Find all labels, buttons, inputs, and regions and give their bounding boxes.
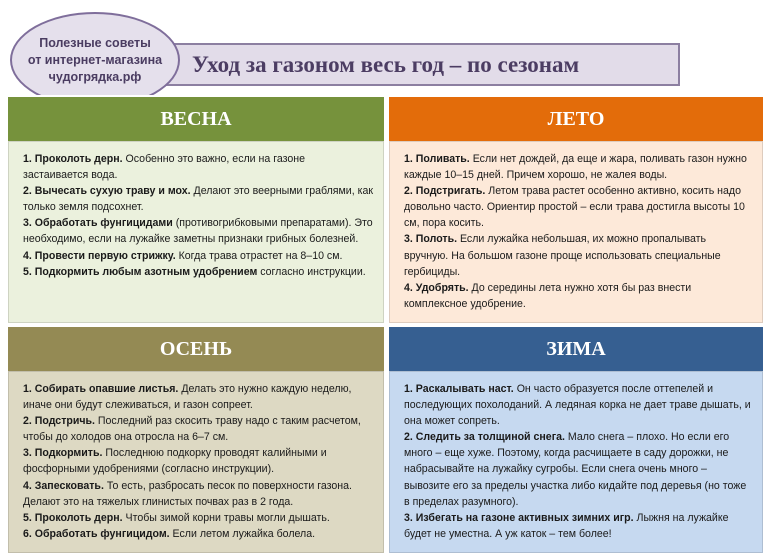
tip-heading: 5. Подкормить любым азотным удобрением — [23, 265, 258, 278]
tip-heading: 6. Обработать фунгицидом. — [23, 527, 170, 540]
tip-heading: 4. Удобрять. — [404, 281, 469, 294]
season-panel-spring — [6, 95, 386, 325]
tip-text: То есть, разбросать песок по поверхности газона. Делают это на тяжелых глинистых почвах раз в 2 года. — [23, 479, 352, 508]
tip-text: Чтобы зимой корни травы могли дышать. — [122, 511, 330, 524]
tip-item — [404, 381, 752, 429]
tip-heading: 1. Раскалывать наст. — [404, 383, 514, 395]
tip-text: Делают это веерными граблями, как только земля подсохнет. — [23, 185, 374, 214]
tip-heading: 3. Полоть. — [404, 233, 458, 246]
tip-heading: 3. Подкормить. — [23, 447, 103, 460]
tip-heading: 2. Подстригать. — [404, 185, 486, 198]
page-title: Уход за газоном весь год – по сезонам — [192, 52, 580, 77]
season-title: ВЕСНА — [8, 97, 384, 141]
season-panel-winter — [387, 325, 765, 555]
tip-text: Делать это нужно каждую неделю, иначе они будут слеживаться, и газон сопреет. — [23, 383, 352, 412]
tip-heading: 2. Следить за толщиной снега. — [404, 431, 565, 444]
tip-item — [23, 264, 373, 280]
tip-text: Если летом лужайка болела. — [169, 527, 316, 540]
season-title: ЛЕТО — [389, 97, 763, 141]
tip-text: Когда трава отрастет на 8–10 см. — [175, 249, 343, 262]
tip-item — [23, 215, 373, 247]
season-panel-summer — [387, 95, 765, 325]
season-tips — [389, 371, 763, 553]
tip-heading: 1. Поливать. — [404, 153, 470, 165]
tip-item — [23, 381, 373, 413]
tip-item — [404, 280, 752, 312]
tip-text: Он часто образуется после оттепелей и последующих похолоданий. А ледяная корка не дает траве дышать, и она может сопреть. — [404, 383, 751, 428]
season-title: ЗИМА — [389, 327, 763, 371]
season-title: ОСЕНЬ — [8, 327, 384, 371]
tip-text: Последний раз скосить траву надо с таким расчетом, чтобы до холодов она отросла на 6–7 см. — [23, 415, 361, 444]
tip-text: До середины лета нужно хотя бы раз внести комплексное удобрение. — [404, 281, 692, 310]
badge-line: Полезные советы — [39, 35, 151, 50]
tip-item — [404, 429, 752, 509]
tip-heading: 5. Проколоть дерн. — [23, 511, 123, 524]
tip-heading: 2. Вычесать сухую траву и мох. — [23, 185, 191, 198]
tip-heading: 3. Обработать фунгицидами — [23, 217, 173, 230]
tip-text: Лыжня на лужайке будет не уместна. А уж каток – тем более! — [404, 511, 729, 540]
tip-heading: 2. Подстричь. — [23, 415, 95, 428]
tip-text: Последнюю подкорку проводят калийными и фосфорными удобрениями (согласно инструкции). — [23, 447, 327, 476]
season-tips — [389, 141, 763, 323]
tip-item — [23, 478, 373, 510]
badge-line: от интернет-магазина — [27, 52, 163, 67]
tip-item — [23, 413, 373, 445]
tip-heading: 3. Избегать на газоне активных зимних игр. — [404, 511, 634, 524]
tip-item — [23, 183, 373, 215]
tip-text: (противогрибковыми препаратами). Это необходимо, если на лужайке заметны признаки грибных болезней. — [23, 217, 373, 246]
tip-item — [23, 248, 373, 264]
tip-item — [23, 510, 373, 526]
badge-line: чудогрядка.рф — [48, 69, 142, 84]
tip-item — [23, 445, 373, 477]
tip-heading: 1. Собирать опавшие листья. — [23, 383, 179, 395]
tip-text: Если нет дождей, да еще и жара, поливать газон нужно каждые 10–15 дней. Причем хорошо, не жалея воды. — [404, 153, 747, 182]
tip-heading: 4. Запесковать. — [23, 479, 104, 492]
tip-text: согласно инструкции. — [257, 265, 366, 278]
tip-heading: 4. Провести первую стрижку. — [23, 249, 176, 262]
tip-item — [23, 151, 373, 183]
season-tips — [8, 371, 384, 553]
tip-text: Летом трава растет особенно активно, косить надо довольно часто. Ориентир простой – если трава достигла высоты 10 см, пора косить. — [404, 185, 745, 230]
tip-text: Особенно это важно, если на газоне застаивается вода. — [23, 153, 305, 182]
tip-item — [404, 510, 752, 542]
tip-item — [404, 183, 752, 231]
tip-heading: 1. Проколоть дерн. — [23, 153, 123, 165]
season-panel-autumn — [6, 325, 386, 555]
tip-text: Мало снега – плохо. Но если его много – еще хуже. Поэтому, когда расчищаете в саду дорожки, не набрасывайте на лужайку сугробы. Если снега очень много – вывозите его за пределы участка либо кидайте под деревья (но тоже в пределах разумного). — [404, 431, 747, 508]
store-badge — [10, 12, 180, 108]
season-tips — [8, 141, 384, 323]
tip-item — [23, 526, 373, 542]
tip-item — [404, 151, 752, 183]
tip-text: Если лужайка небольшая, их можно пропалывать вручную. На большом газоне проще использовать специальные гербициды. — [404, 233, 721, 278]
tip-item — [404, 231, 752, 279]
